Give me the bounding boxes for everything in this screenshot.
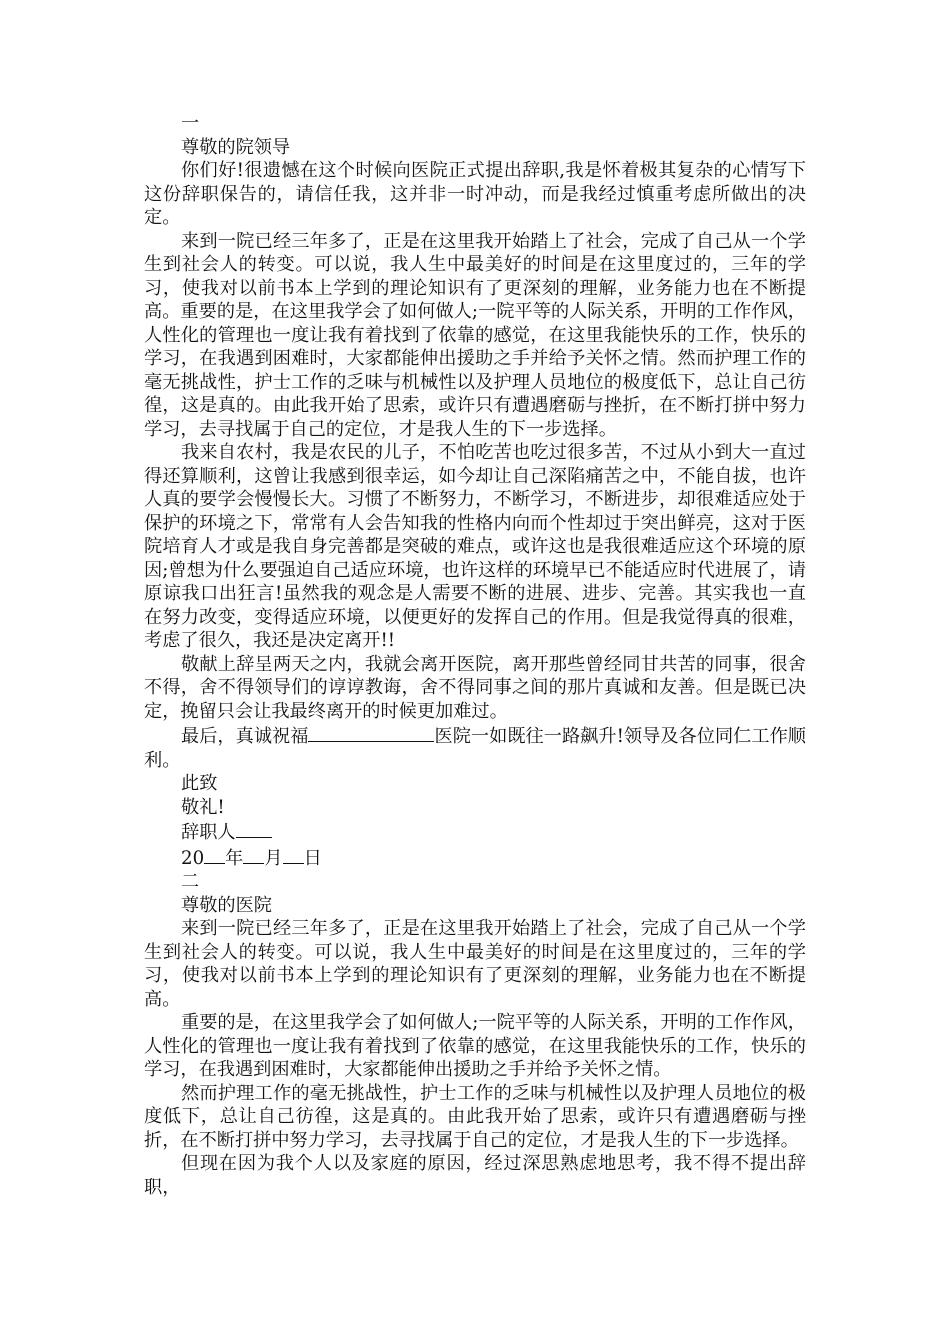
- year-label: 年: [225, 847, 244, 869]
- signer-label: 辞职人: [181, 822, 236, 843]
- month-label: 月: [264, 847, 283, 869]
- year-prefix: 20: [181, 847, 205, 869]
- paragraph: 来到一院已经三年多了，正是在这里我开始踏上了社会，完成了自己从一个学生到社会人的转变。可以说，我人生中最美好的时间是在这里度过的，三年的学习，使我对以前书本上学到的理论知识有了更深刻的理解，业务能力也在不断提高。: [144, 918, 806, 1010]
- paragraph: 但现在因为我个人以及家庭的原因，经过深思熟虑地思考，我不得不提出辞职，: [144, 1153, 806, 1198]
- day-label: 日: [303, 847, 322, 869]
- date-line: [144, 845, 806, 871]
- blank-line: [204, 845, 225, 864]
- blank-line: [283, 845, 304, 864]
- blank-line: [236, 819, 272, 838]
- document-page: [144, 112, 806, 1199]
- paragraph: 敬献上辞呈两天之内，我就会离开医院，离开那些曾经同甘共苦的同事，很舍不得，舍不得领导们的谆谆教诲，舍不得同事之间的那片真诚和友善。但是既已决定，挽留只会让我最终离开的时候更加难过。: [144, 653, 806, 722]
- salutation: 尊敬的院领导: [181, 136, 291, 158]
- section-number: 一: [181, 113, 200, 134]
- paragraph: 重要的是，在这里我学会了如何做人;一院平等的人际关系，开明的工作作风，人性化的管理也一度让我有着找到了依靠的感觉，在这里我能快乐的工作，快乐的学习，在我遇到困难时，大家都能伸出援助之手并给予关怀之情。: [144, 1012, 806, 1080]
- closing-text-after: 医院一如既往一路飙升!领导及各位同仁工作顺利。: [144, 726, 806, 771]
- paragraph: 你们好!很遗憾在这个时候向医院正式提出辞职,我是怀着极其复杂的心情写下这份辞职保告的，请信任我，这并非一时冲动，而是我经过慎重考虑所做出的决定。: [144, 160, 806, 228]
- blank-line: [243, 845, 264, 864]
- paragraph: 我来自农村，我是农民的儿子，不怕吃苦也吃过很多苦，不过从小到大一直过得还算顺利，这曾让我感到很幸运，如今却让自己深陷痛苦之中，不能自拔，也许人真的要学会慢慢长大。习惯了不断努力，不断学习，不断进步，却很难适应处于保护的环境之下，常常有人会告知我的性格内向而个性却过于突出鲜亮，这对于医院培育人才或是我自身完善都是突破的难点，或许这也是我很难适应这个环境的原因;曾想为什么要强迫自己适应环境，也许这样的环境早已不能适应时代进展了，请原谅我口出狂言!虽然我的观念是人需要不断的进展、进步、完善。其实我也一直在努力改变，变得适应环境，以便更好的发挥自己的作用。但是我觉得真的很难，考虑了很久，我还是决定离开!!: [144, 442, 806, 651]
- paragraph: 然而护理工作的毫无挑战性，护士工作的乏味与机械性以及护理人员地位的极度低下，总让自己彷徨，这是真的。由此我开始了思索，或许只有遭遇磨砺与挫折，在不断打拼中努力学习，去寻找属于自己的定位，才是我人生的下一步选择。: [144, 1082, 806, 1151]
- salutation: 尊敬的医院: [181, 894, 272, 916]
- signer-line: [144, 819, 806, 845]
- closing-paragraph: [144, 723, 806, 772]
- jingli: 敬礼!: [181, 796, 225, 818]
- section-number: 二: [181, 871, 200, 892]
- cizhi: 此致: [181, 773, 218, 794]
- paragraph: 来到一院已经三年多了，正是在这里我开始踏上了社会，完成了自己从一个学生到社会人的转变。可以说，我人生中最美好的时间是在这里度过的，三年的学习，使我对以前书本上学到的理论知识有了更深刻的理解，业务能力也在不断提高。重要的是，在这里我学会了如何做人;一院平等的人际关系，开明的工作作风，人性化的管理也一度让我有着找到了依靠的感觉，在这里我能快乐的工作，快乐的学习，在我遇到困难时，大家都能伸出援助之手并给予关怀之情。然而护理工作的毫无挑战性，护士工作的乏味与机械性以及护理人员地位的极度低下，总让自己彷徨，这是真的。由此我开始了思索，或许只有遭遇磨砺与挫折，在不断打拼中努力学习，去寻找属于自己的定位，才是我人生的下一步选择。: [144, 230, 806, 440]
- blank-line: [308, 723, 434, 742]
- closing-text-before: 最后，真诚祝福: [181, 726, 309, 747]
